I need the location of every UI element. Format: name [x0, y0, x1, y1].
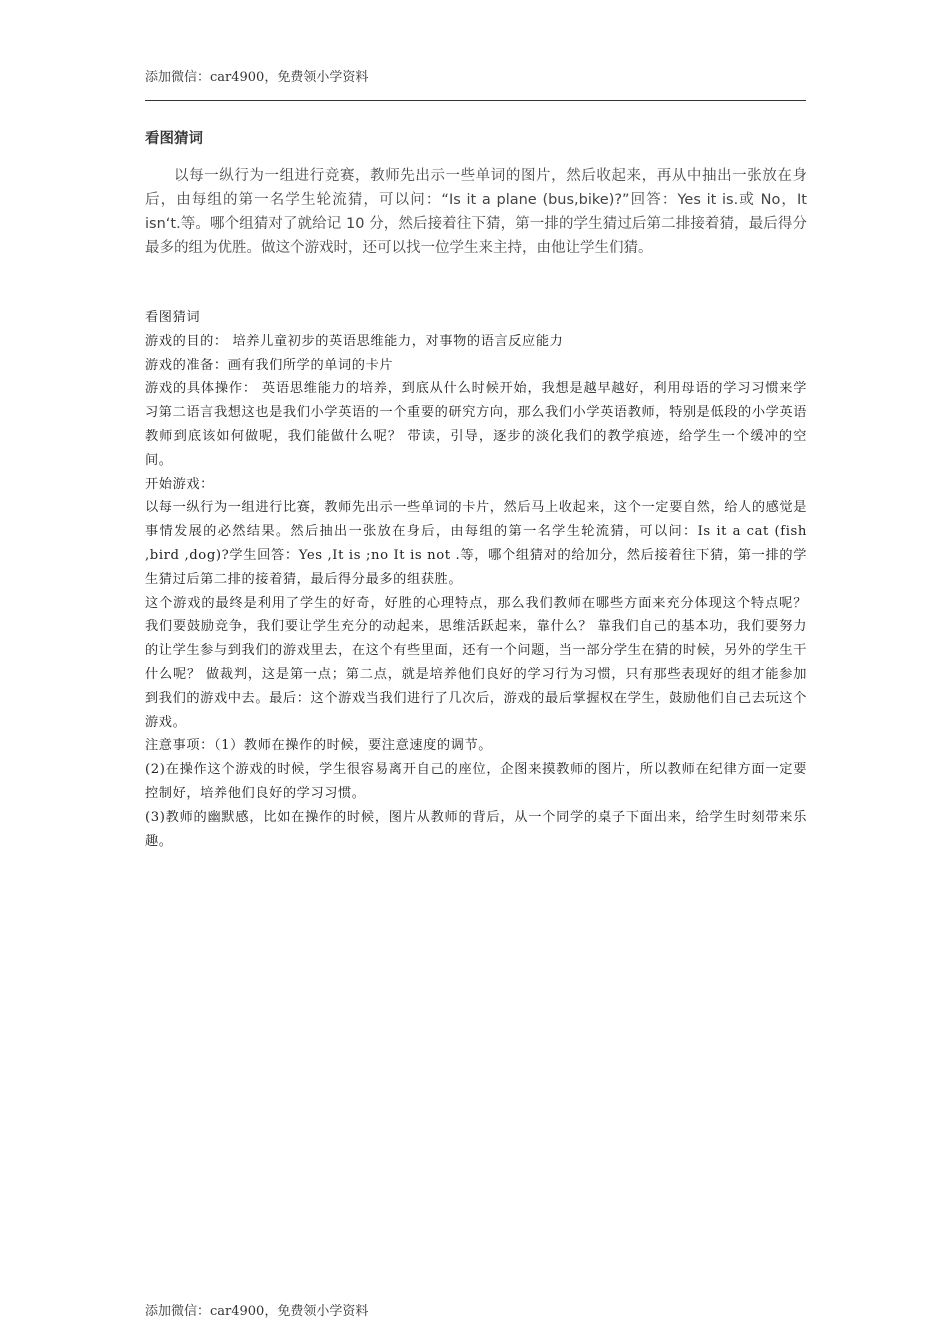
section2-title: 看图猜词: [145, 310, 201, 325]
header-divider: [145, 100, 806, 101]
page-footer: 添加微信：car4900，免费领小学资料: [145, 1304, 369, 1319]
note-1: 注意事项：（1）教师在操作的时候，要注意速度的调节。: [145, 738, 493, 754]
intro-paragraph: 以每一纵行为一组进行竞赛，教师先出示一些单词的图片，然后收起来，再从中抽出一张放在身后，由每组的第一名学生轮流猜，可以问：“Is it a plane (bus,bike)?”回答：Yes it is.或 No，It isn‘t.等。哪个组猜对了就给记 10 分，然后接着往下猜，第一排的学生猜过后第二排接着猜，最后得分最多的组为优胜。做这个游戏时，还可以找一位学生来主持，由他让学生们猜。: [145, 168, 807, 256]
start-game-heading: 开始游戏：: [145, 476, 214, 492]
section-title: 看图猜词: [145, 131, 203, 147]
game-rationale: 这个游戏的最终是利用了学生的好奇，好胜的心理特点，那么我们教师在哪些方面来充分体现这个特点呢？ 我们要鼓励竞争，我们要让学生充分的动起来，思维活跃起来，靠什么？ 靠我们自己的基本功，我们要努力的让学生参与到我们的游戏里去，在这个有些里面，还有一个问题，当一部分学生在猜的时候，另外的学生干什么呢？ 做裁判，这是第一点；第二点，就是培养他们良好的学习行为习惯，只有那些表现好的组才能参加到我们的游戏中去。最后：这个游戏当我们进行了几次后，游戏的最后掌握权在学生，鼓励他们自己去玩这个游戏。: [145, 595, 807, 730]
note-2: (2)在操作这个游戏的时候，学生很容易离开自己的座位，企图来摸教师的图片，所以教师在纪律方面一定要控制好，培养他们良好的学习习惯。: [145, 762, 807, 801]
page-header: 添加微信：car4900，免费领小学资料: [145, 70, 369, 85]
game-procedure: 以每一纵行为一组进行比赛，教师先出示一些单词的卡片，然后马上收起来，这个一定要自然，给人的感觉是事情发展的必然结果。然后抽出一张放在身后，由每组的第一名学生轮流猜，可以问：Is it a cat (fish ,bird ,dog)?学生回答：Yes ,It is ;no It is not .等，哪个组猜对的给加分，然后接着往下猜，第一排的学生猜过后第二排的接着猜，最后得分最多的组获胜。: [145, 500, 807, 587]
note-3: (3)教师的幽默感，比如在操作的时候，图片从教师的背后，从一个同学的桌子下面出来，给学生时刻带来乐趣。: [145, 809, 807, 849]
game-operation: 游戏的具体操作： 英语思维能力的培养，到底从什么时候开始，我想是越早越好，利用母语的学习习惯来学习第二语言我想这也是我们小学英语的一个重要的研究方向，那么我们小学英语教师，特别是低段的小学英语教师到底该如何做呢，我们能做什么呢？ 带读，引导，逐步的淡化我们的教学痕迹，给学生一个缓冲的空间。: [145, 381, 807, 468]
game-details: [145, 306, 807, 853]
game-purpose: 游戏的目的： 培养儿童初步的英语思维能力，对事物的语言反应能力: [145, 333, 564, 349]
game-preparation: 游戏的准备：画有我们所学的单词的卡片: [145, 357, 394, 373]
